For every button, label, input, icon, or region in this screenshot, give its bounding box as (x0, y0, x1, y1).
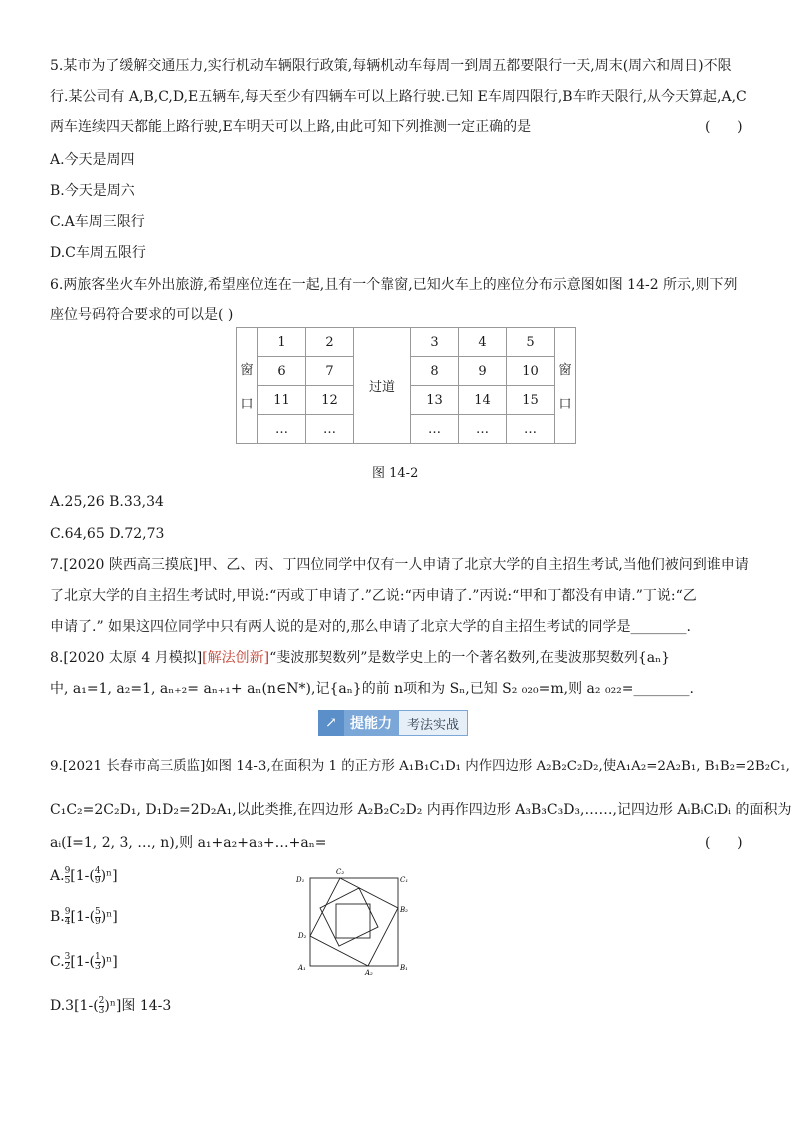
q8-tag: [解法创新] (202, 650, 270, 666)
seat-cell: 8 (411, 357, 459, 386)
q5-line3: 两车连续四天都能上路行驶,E车明天可以上路,由此可知下列推测一定正确的是 (50, 119, 532, 135)
q5-option-d: D.C车周五限行 (50, 245, 146, 261)
q7-line1: 7.[2020 陕西高三摸底]甲、乙、丙、丁四位同学中仅有一人申请了北京大学的自主招生考试,当他们被问到谁申请 (50, 557, 749, 573)
label-d1: D₁ (296, 876, 305, 884)
label-c2: C₂ (336, 868, 345, 876)
seat-cell: … (411, 415, 459, 444)
q6-line2: 座位号码符合要求的可以是( ) (50, 307, 234, 323)
label-b2: B₂ (400, 906, 408, 914)
q8-line1 (50, 648, 670, 668)
seat-cell: 15 (507, 386, 555, 415)
q5-option-c: C.A车周三限行 (50, 214, 145, 230)
square-3 (320, 888, 378, 946)
q9-option-a: A. $\frac{9}{5}$ [1-( $\frac{4}{9}$ )ⁿ] (50, 865, 118, 886)
q9-line3: aᵢ(I=1, 2, 3, …, n),则 a₁+a₂+a₃+…+aₙ= (50, 835, 327, 851)
seat-cell: 3 (411, 328, 459, 357)
q6-line1: 6.两旅客坐火车外出旅游,希望座位连在一起,且有一个靠窗,已知火车上的座位分布示意图如图 14-2 所示,则下列 (50, 277, 738, 293)
section-banner (318, 710, 476, 736)
seat-cell: 1 (258, 328, 306, 357)
seat-cell: 14 (459, 386, 507, 415)
seat-cell: … (258, 415, 306, 444)
seat-cell: 4 (459, 328, 507, 357)
q9-line1: 9.[2021 长春市高三质监]如图 14-3,在面积为 1 的正方形 A₁B₁C₁D₁ 内作四边形 A₂B₂C₂D₂,使A₁A₂=2A₂B₁, B₁B₂=2B₂C₁, (50, 759, 790, 774)
q6-options-cd: C.64,65 D.72,73 (50, 526, 165, 542)
q9-option-c: C. $\frac{3}{2}$ [1-( $\frac{1}{3}$ )ⁿ] (50, 951, 118, 972)
seat-cell: 6 (258, 357, 306, 386)
q9-option-d: D.3[1-( $\frac{2}{3}$ )ⁿ]图 14-3 (50, 995, 172, 1016)
figure-caption-14-2: 图 14-2 (372, 466, 419, 481)
seat-cell: 11 (258, 386, 306, 415)
figure-caption-14-3: 图 14-3 (121, 998, 172, 1014)
label-c1: C₁ (400, 876, 409, 884)
label-a1: A₁ (298, 964, 306, 972)
seat-cell: 2 (306, 328, 354, 357)
seat-cell: 13 (411, 386, 459, 415)
banner-title: 提能力 (344, 710, 398, 736)
seat-table (236, 327, 576, 444)
square-1 (310, 878, 398, 966)
q9-line2: C₁C₂=2C₂D₁, D₁D₂=2D₂A₁,以此类推,在四边形 A₂B₂C₂D₂ 内再作四边形 A₃B₃C₃D₃,……,记四边形 AᵢBᵢCᵢDᵢ 的面积为 (50, 802, 792, 818)
q5-answer-paren: ( ) (705, 119, 743, 135)
label-b1: B₁ (400, 964, 408, 972)
label-a2: A₂ (365, 969, 373, 976)
q5-option-b: B.今天是周六 (50, 183, 135, 199)
seat-cell: 10 (507, 357, 555, 386)
figure-14-3 (290, 864, 410, 976)
q7-line2: 了北京大学的自主招生考试时,甲说:“丙或丁申请了.”乙说:“丙申请了.”丙说:“甲和丁都没有申请.”丁说:“乙 (50, 588, 697, 604)
q8-source: 8.[2020 太原 4 月模拟] (50, 650, 203, 666)
seat-cell: … (459, 415, 507, 444)
window-right: 窗 口 (555, 328, 576, 444)
q6-options-ab: A.25,26 B.33,34 (50, 494, 164, 510)
q8-text: “斐波那契数列”是数学史上的一个著名数列,在斐波那契数列{aₙ} (269, 650, 671, 666)
aisle: 过道 (354, 328, 411, 444)
label-d2: D₂ (298, 932, 307, 940)
seat-cell: … (306, 415, 354, 444)
seat-cell: … (507, 415, 555, 444)
seat-cell: 5 (507, 328, 555, 357)
q7-line3: 申请了.” 如果这四位同学中只有两人说的是对的,那么申请了北京大学的自主招生考试的同学是________. (50, 619, 691, 635)
q5-line1: 5.某市为了缓解交通压力,实行机动车辆限行政策,每辆机动车每周一到周五都要限行一天,周末(周六和周日)不限 (50, 58, 732, 74)
q9-answer-paren: ( ) (705, 835, 743, 851)
chart-trend-icon: ↗ (318, 710, 344, 736)
window-left: 窗 口 (237, 328, 258, 444)
banner-subtitle: 考法实战 (398, 710, 468, 736)
q5-option-a: A.今天是周四 (50, 152, 135, 168)
seat-cell: 9 (459, 357, 507, 386)
seat-cell: 12 (306, 386, 354, 415)
q9-option-b: B. $\frac{9}{4}$ [1-( $\frac{5}{9}$ )ⁿ] (50, 906, 118, 927)
seat-cell: 7 (306, 357, 354, 386)
q5-line2: 行.某公司有 A,B,C,D,E五辆车,每天至少有四辆车可以上路行驶.已知 E车周四限行,B车昨天限行,从今天算起,A,C (50, 89, 747, 105)
q8-line2: 中, a₁=1, a₂=1, aₙ₊₂= aₙ₊₁+ aₙ(n∈N*),记{aₙ}的前 n项和为 Sₙ,已知 S₂ ₀₂₀=m,则 a₂ ₀₂₂=________. (50, 681, 694, 697)
square-2 (310, 878, 398, 966)
